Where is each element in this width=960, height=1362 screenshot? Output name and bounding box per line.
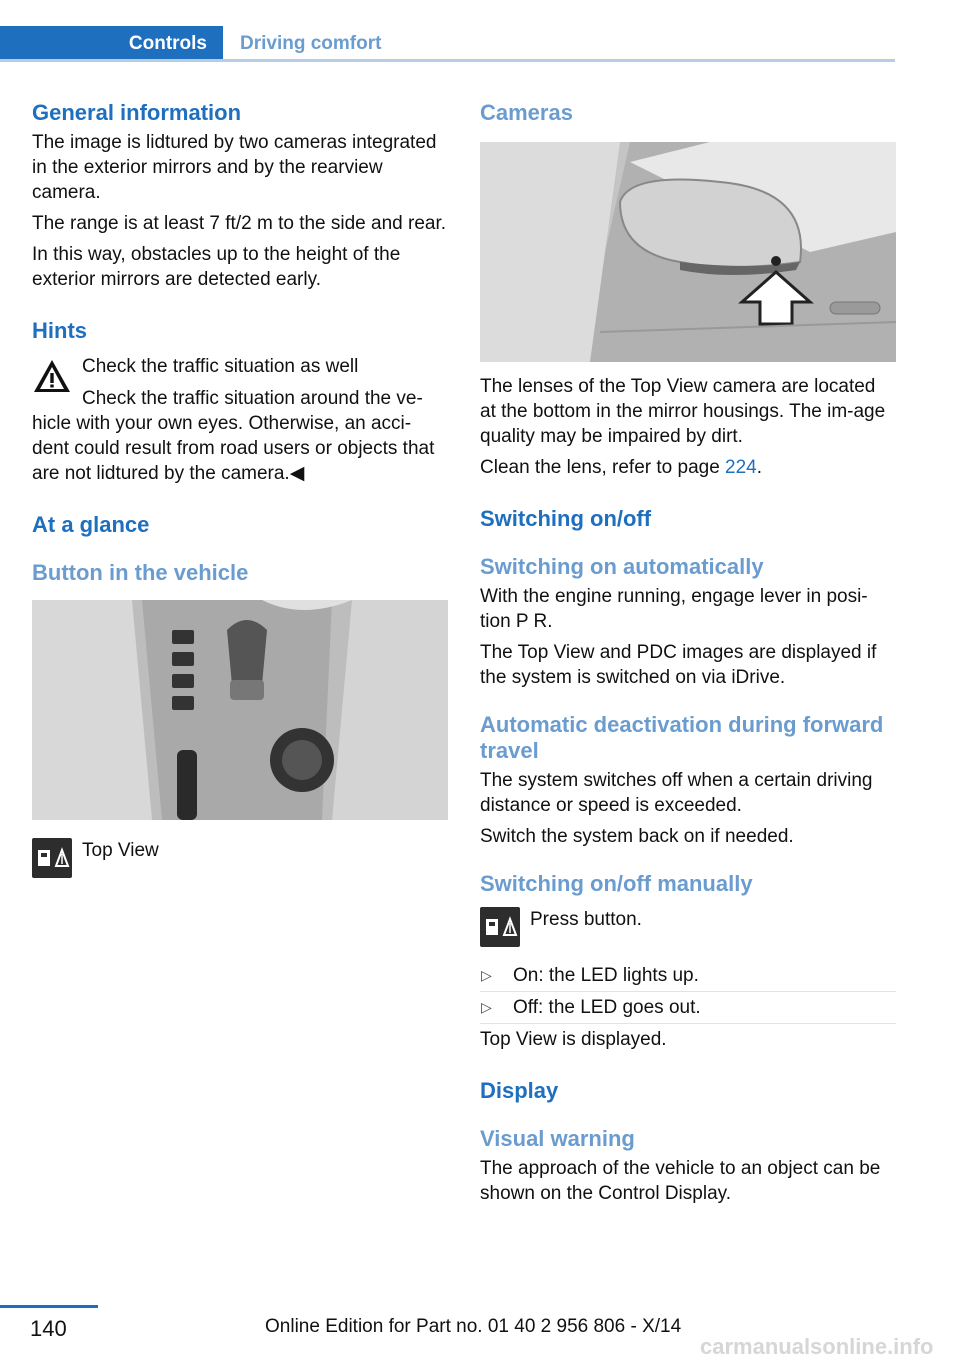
warning-hint	[32, 354, 448, 486]
hint-body-rest: hicle with your own eyes. Otherwise, an acci‐dent could result from road users or objects that are not lidtured by the camera.◀	[32, 413, 435, 484]
chapter-tab[interactable]: Controls	[0, 26, 223, 62]
general-information-heading: General information	[32, 100, 242, 125]
section-tab[interactable]: Driving comfort	[240, 33, 382, 54]
auto-off-paragraph-1: The system switches off when a certain driving distance or speed is exceeded.	[480, 770, 873, 816]
mirror-camera-photo	[480, 142, 896, 362]
page-number: 140	[30, 1316, 67, 1341]
auto-on-paragraph-2: The Top View and PDC images are displayed if the system is switched on via iDrive.	[480, 642, 877, 688]
top-view-displayed-text: Top View is displayed.	[480, 1029, 667, 1050]
clean-lens-text: Clean the lens, refer to page	[480, 457, 726, 478]
hint-body-first-line: Check the traffic situation around the ve‐	[82, 388, 423, 409]
triangle-bullet-icon: ▷	[481, 967, 492, 983]
list-item: ▷ On: the LED lights up.	[480, 963, 896, 988]
top-view-button-icon	[480, 907, 520, 947]
page-224-link[interactable]: 224	[725, 457, 757, 478]
visual-warning-heading: Visual warning	[480, 1126, 635, 1151]
right-column	[480, 100, 896, 1206]
page-header	[0, 26, 895, 62]
cameras-paragraph-1: The lenses of the Top View camera are located at the bottom in the mirror housings. The im‐age quality may be impaired by dirt.	[480, 376, 886, 447]
center-console-photo	[32, 600, 448, 820]
auto-off-paragraph-2: Switch the system back on if needed.	[480, 826, 794, 847]
clean-lens-suffix: .	[756, 457, 763, 478]
top-view-caption: Top View	[82, 840, 159, 861]
warning-triangle-icon	[32, 358, 72, 394]
visual-warning-paragraph: The approach of the vehicle to an object can be shown on the Control Display.	[480, 1158, 881, 1204]
hint-heading: Check the traffic situation as well	[82, 356, 359, 377]
auto-on-paragraph-1: With the engine running, engage lever in posi‐tion P R.	[480, 586, 868, 632]
left-column	[32, 100, 448, 878]
edition-text: Online Edition for Part no. 01 40 2 956 806 - X/14	[265, 1316, 682, 1337]
button-in-vehicle-heading: Button in the vehicle	[32, 560, 249, 585]
switching-on-automatically-heading: Switching on automatically	[480, 554, 764, 579]
cameras-heading: Cameras	[480, 100, 573, 125]
press-button-row	[480, 907, 896, 947]
automatic-deactivation-heading: Automatic deactivation during forward travel	[480, 712, 884, 763]
watermark: carmanualsonline.info	[700, 1334, 934, 1359]
general-paragraph-3: In this way, obstacles up to the height of the exterior mirrors are detected early.	[32, 244, 401, 290]
display-heading: Display	[480, 1078, 559, 1103]
hints-heading: Hints	[32, 318, 87, 343]
footer-rule	[0, 1305, 98, 1308]
switching-heading: Switching on/off	[480, 506, 652, 531]
press-button-text: Press button.	[530, 909, 642, 930]
led-status-list	[480, 963, 896, 1020]
at-a-glance-heading: At a glance	[32, 512, 150, 537]
top-view-button-icon	[32, 838, 72, 878]
header-rule	[0, 59, 895, 62]
general-paragraph-1: The image is lidtured by two cameras integrated in the exterior mirrors and by the rearview camera.	[32, 132, 437, 203]
triangle-bullet-icon: ▷	[481, 999, 492, 1015]
general-paragraph-2: The range is at least 7 ft/2 m to the side and rear.	[32, 213, 447, 234]
top-view-button-row	[32, 838, 448, 878]
switching-manually-heading: Switching on/off manually	[480, 871, 753, 896]
cameras-paragraph-2	[480, 455, 896, 480]
list-item: ▷ Off: the LED goes out.	[480, 995, 896, 1020]
